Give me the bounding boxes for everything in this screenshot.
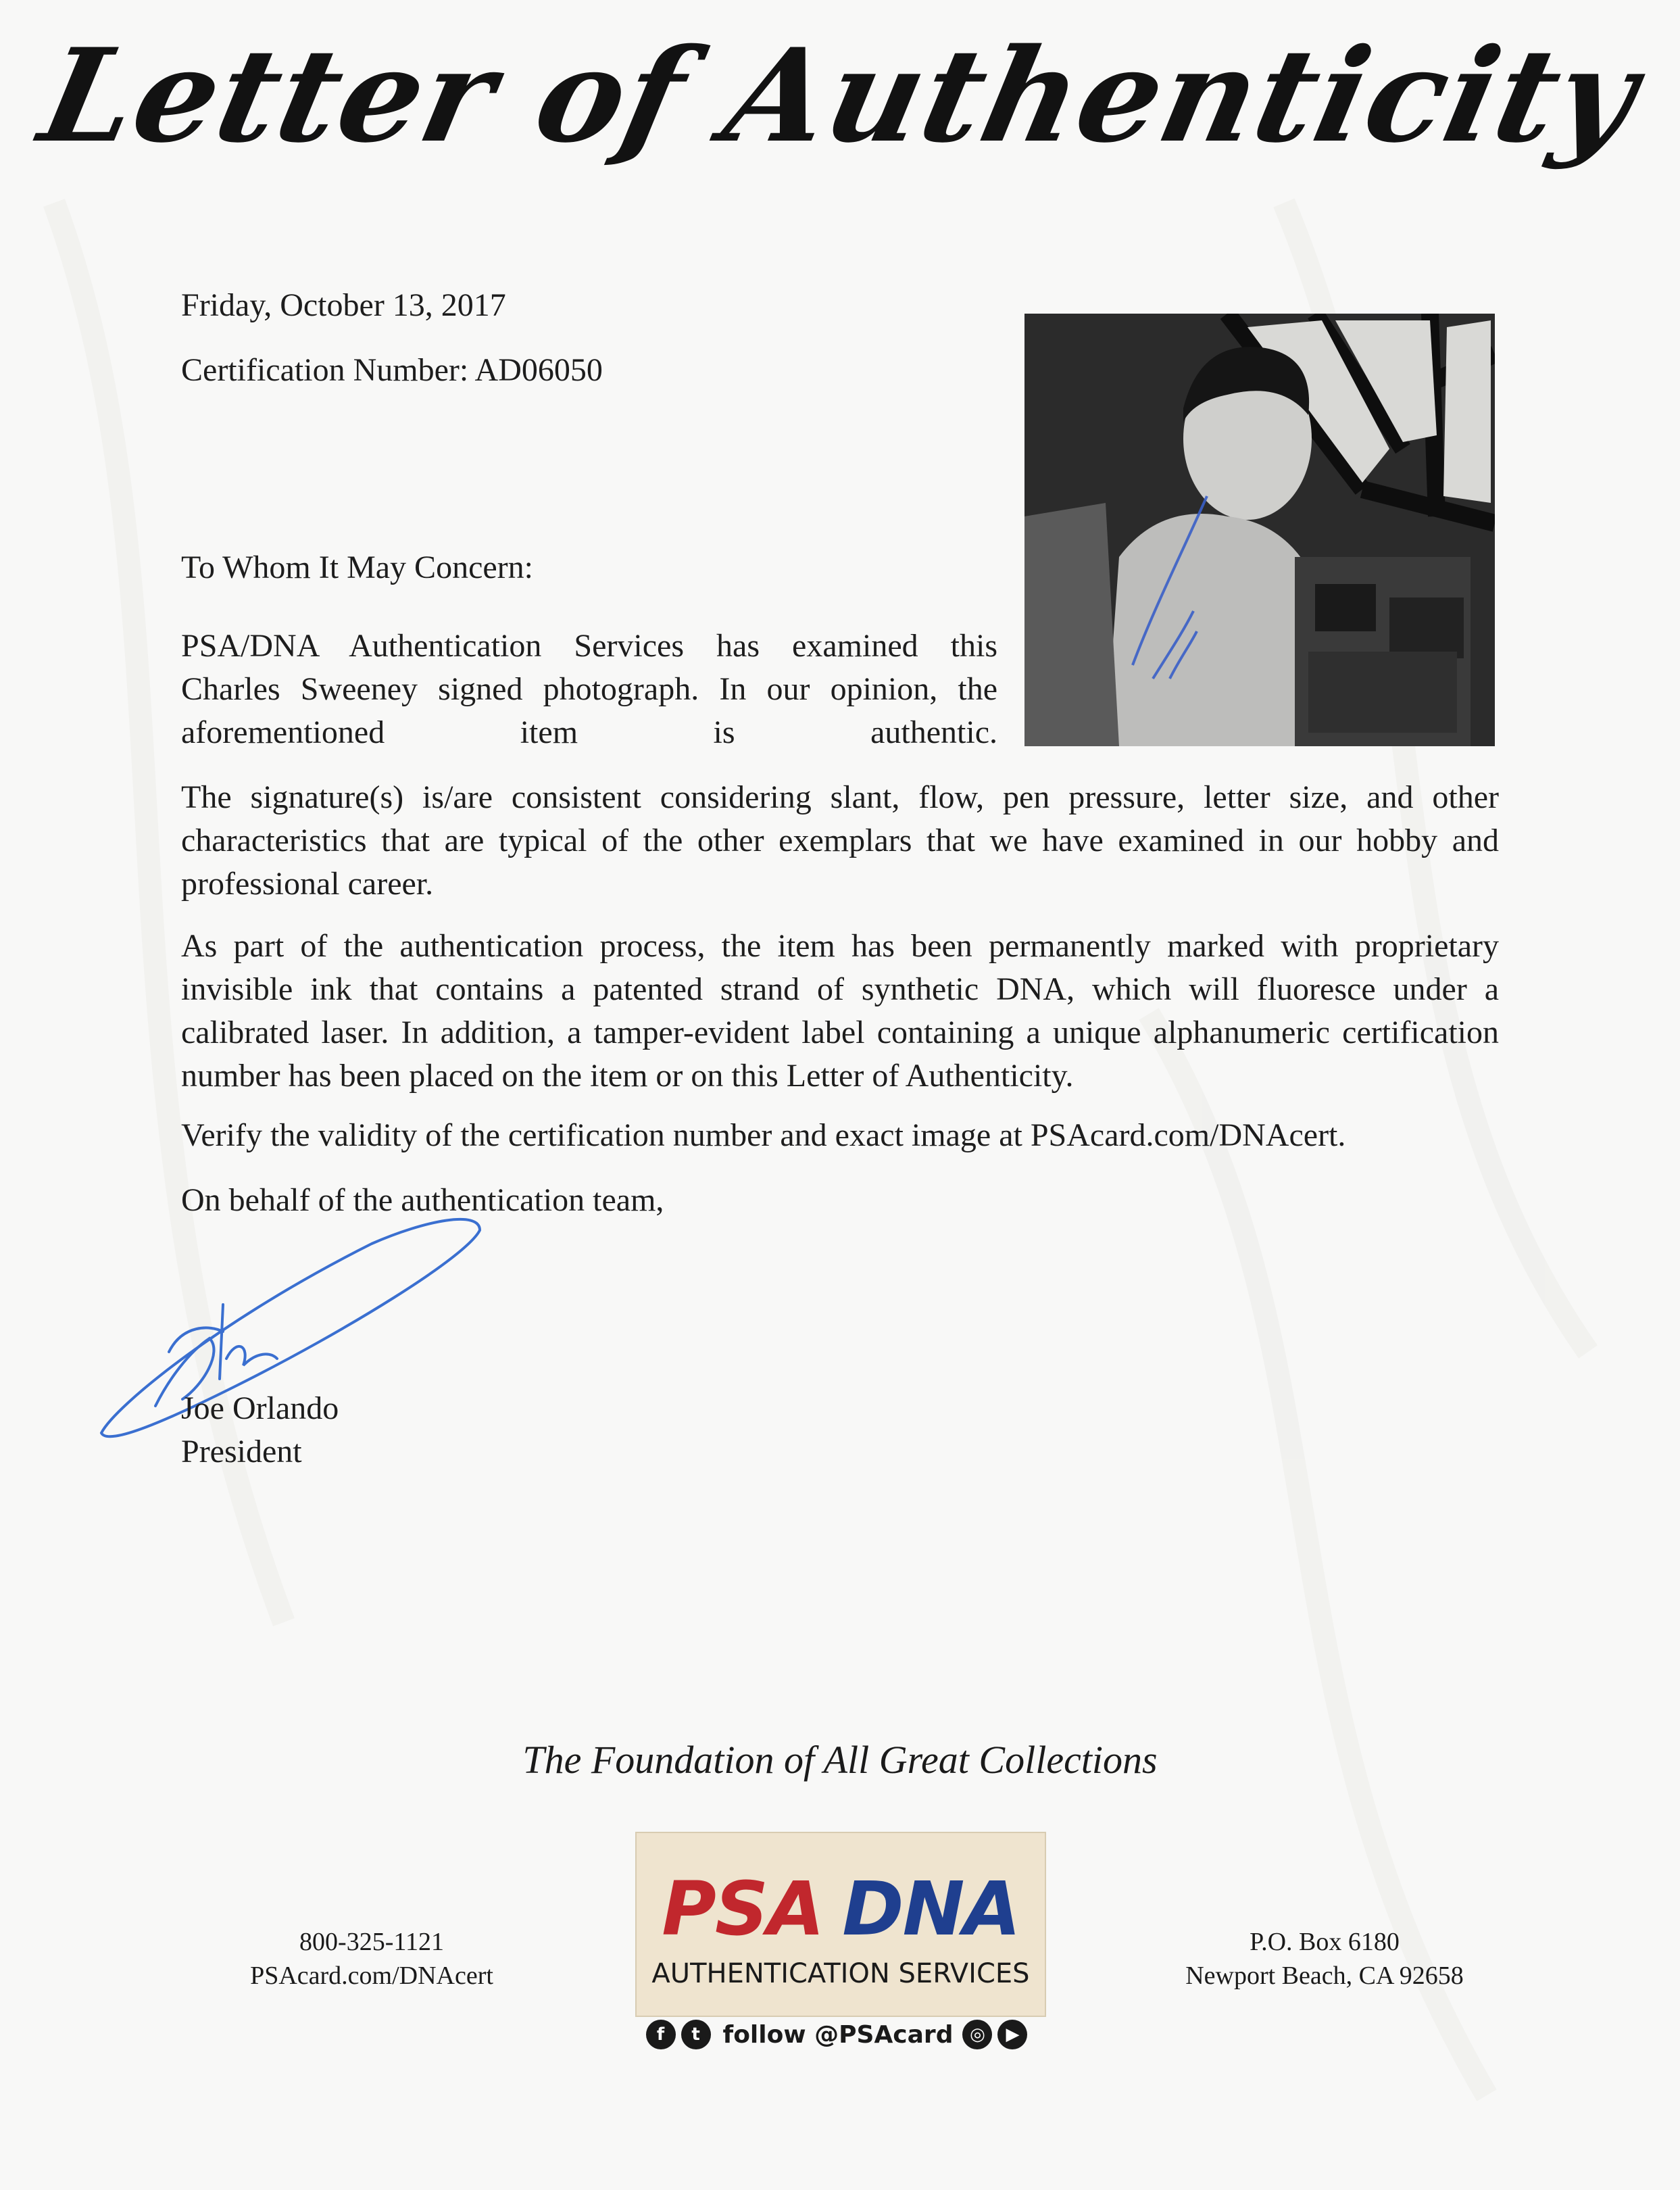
letter-title: Letter of Authenticity xyxy=(29,20,1651,171)
logo-subtitle: AUTHENTICATION SERVICES xyxy=(651,1958,1030,1989)
instagram-icon[interactable]: ◎ xyxy=(962,2020,992,2049)
paragraph-examined xyxy=(181,625,997,754)
contact-phone-web xyxy=(203,1925,541,1993)
website-link[interactable]: PSAcard.com/DNAcert xyxy=(250,1962,493,1990)
logo-mark xyxy=(662,1866,1020,1952)
twitter-icon[interactable]: t xyxy=(681,2020,711,2049)
logo-dna-text: DNA xyxy=(842,1866,1020,1952)
logo-psa-text: PSA xyxy=(662,1866,824,1952)
signed-photograph xyxy=(1024,314,1495,746)
phone-number: 800-325-1121 xyxy=(299,1928,444,1956)
paragraph-consistency: The signature(s) is/are consistent considering slant, flow, pen pressure, letter size, and other characteristics that are typical of the other exemplars that we have examined in our hobby and professional career. xyxy=(181,779,1499,902)
follow-handle: follow @PSAcard xyxy=(722,2020,954,2049)
paragraph-process: As part of the authentication process, the item has been permanently marked with proprietary invisible ink that contains a patented strand of synthetic DNA, which will fluoresce under a calibrated laser. In addition, a tamper-evident label containing a unique alphanumeric certification number has been placed on the item or on this Letter of Authenticity. xyxy=(181,928,1499,1094)
letter-date: Friday, October 13, 2017 xyxy=(181,287,506,323)
tagline: The Foundation of All Great Collections xyxy=(522,1738,1158,1782)
paragraph-verify: Verify the validity of the certification number and exact image at PSAcard.com/DNAcert. xyxy=(181,1117,1346,1153)
logo-divider xyxy=(826,1872,839,1946)
closing-line: On behalf of the authentication team, xyxy=(181,1182,664,1218)
paragraph-line: aforementioned item is authentic. xyxy=(181,714,997,750)
salutation: To Whom It May Concern: xyxy=(181,550,533,585)
contact-address xyxy=(1122,1925,1527,1993)
certification-number: Certification Number: AD06050 xyxy=(181,352,603,388)
signer-name: Joe Orlando xyxy=(181,1390,339,1426)
city-state-zip: Newport Beach, CA 92658 xyxy=(1185,1962,1464,1990)
social-follow-bar xyxy=(635,2014,1043,2055)
facebook-icon[interactable]: f xyxy=(646,2020,676,2049)
signer-title: President xyxy=(181,1434,302,1469)
po-box: P.O. Box 6180 xyxy=(1250,1928,1400,1956)
paragraph-line: PSA/DNA Authentication Services has examined this xyxy=(181,628,997,664)
psa-dna-logo xyxy=(635,1832,1046,2017)
youtube-icon[interactable]: ▶ xyxy=(997,2020,1027,2049)
paragraph-line: Charles Sweeney signed photograph. In our opinion, the xyxy=(181,671,997,707)
